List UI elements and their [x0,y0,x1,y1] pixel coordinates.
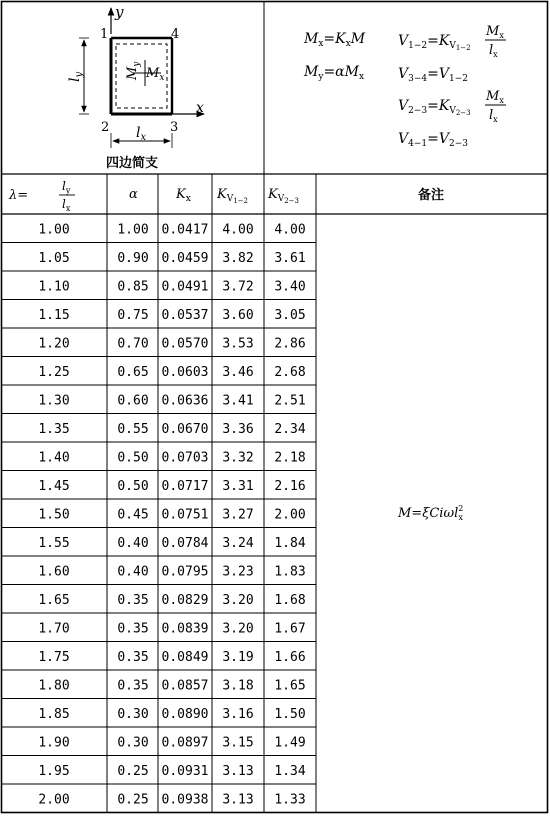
cell-kx: 0.0938 [161,792,209,808]
formula-my: $M_y=\alpha M_x$ [304,64,365,82]
cell-kx: 0.0795 [161,564,209,580]
table-row [38,735,305,750]
cell-alpha: 0.35 [117,592,149,608]
formula-v23 [398,89,506,124]
cell-alpha: 0.30 [117,706,149,722]
cell-alpha: 0.50 [117,478,149,494]
cell-kv23: 1.67 [274,621,306,637]
formula-block [303,24,506,149]
cell-kx: 0.0717 [161,478,209,494]
header-note: 备注 [417,188,445,203]
cell-kv23: 2.18 [274,450,306,466]
cell-kv12: 3.15 [222,735,254,751]
diagram-caption: 四边简支 [106,156,159,171]
cell-kv23: 1.68 [274,592,306,608]
cell-lambda: 1.20 [38,336,70,352]
header-kv23: $K_V2-3$ [268,187,299,205]
cell-kv23: 3.61 [274,250,306,266]
table-row [38,650,305,665]
cell-lambda: 1.25 [38,364,70,380]
cell-kv23: 2.68 [274,364,306,380]
formula-v41: $V_{4-1}=V_{2-3}$ [398,131,468,149]
table-row [38,422,305,437]
cell-lambda: 1.60 [38,564,70,580]
cell-kv23: 2.34 [274,421,306,437]
table-row [38,450,305,465]
cell-kx: 0.0459 [161,250,209,266]
cell-kx: 0.0670 [161,421,209,437]
corner-4-label: 4 [171,27,180,42]
table-body [38,222,305,807]
cell-kv12: 3.24 [222,535,254,551]
plate-diagram [67,3,204,171]
cell-kx: 0.0417 [161,222,209,238]
cell-kx: 0.0537 [161,307,209,323]
table-row [38,365,305,380]
cell-kv12: 3.13 [222,792,254,808]
cell-kv23: 1.33 [274,792,306,808]
cell-alpha: 0.25 [117,792,149,808]
cell-kv23: 4.00 [274,222,306,238]
corner-2-label: 2 [101,120,110,135]
cell-kx: 0.0839 [161,621,209,637]
cell-lambda: 1.05 [38,250,70,266]
cell-kx: 0.0897 [161,735,209,751]
cell-kv23: 1.50 [274,706,306,722]
cell-alpha: 0.35 [117,678,149,694]
note-formula: M=ξCiωl$^2$ x [398,504,464,522]
axis-y-label: y [115,3,124,21]
cell-lambda: 1.95 [38,763,70,779]
cell-kv12: 3.20 [222,621,254,637]
cell-kv23: 1.34 [274,763,306,779]
cell-kv12: 3.19 [222,649,254,665]
cell-kv23: 2.16 [274,478,306,494]
cell-kv23: 2.51 [274,393,306,409]
cell-kx: 0.0784 [161,535,209,551]
cell-kv12: 3.60 [222,307,254,323]
svg-text:V1−2=KV1−2: $V_{1-2}=K_V1-2$ [398,33,471,52]
header-lambda [8,179,75,213]
table-row [38,507,305,522]
cell-lambda: 1.80 [38,678,70,694]
cell-kv12: 3.36 [222,421,254,437]
svg-text:Mx: $M_x$ [486,24,504,40]
cell-kv12: 3.16 [222,706,254,722]
cell-kv23: 2.86 [274,336,306,352]
cell-lambda: 1.40 [38,450,70,466]
table-header-row [8,179,444,213]
cell-kv12: 3.18 [222,678,254,694]
cell-lambda: 1.50 [38,507,70,523]
cell-lambda: 2.00 [38,792,70,808]
header-alpha: α [129,187,138,202]
axis-x-label: x [196,100,204,116]
corner-1-label: 1 [100,27,109,42]
cell-alpha: 0.40 [117,564,149,580]
cell-kx: 0.0570 [161,336,209,352]
cell-alpha: 0.25 [117,763,149,779]
cell-kx: 0.0603 [161,364,209,380]
table-row [38,479,305,494]
cell-kx: 0.0636 [161,393,209,409]
cell-kv12: 3.27 [222,507,254,523]
cell-lambda: 1.75 [38,649,70,665]
cell-alpha: 0.35 [117,649,149,665]
table-row [38,393,305,408]
cell-lambda: 1.45 [38,478,70,494]
cell-lambda: 1.85 [38,706,70,722]
table-row [38,564,305,579]
cell-alpha: 0.30 [117,735,149,751]
cell-lambda: 1.70 [38,621,70,637]
cell-lambda: 1.10 [38,279,70,295]
cell-kx: 0.0703 [161,450,209,466]
table-row [38,792,305,807]
cell-alpha: 1.00 [117,222,149,238]
svg-text:lx: $l_x$ [489,108,498,124]
svg-text:lx: $l_x$ [62,197,71,213]
formula-v34: $V_{3-4}=V_{1-2}$ [398,66,468,84]
cell-lambda: 1.65 [38,592,70,608]
ly-dimension-label: $l_y$ [67,71,85,82]
cell-lambda: 1.15 [38,307,70,323]
cell-kx: 0.0829 [161,592,209,608]
svg-text:Mx: $M_x$ [486,89,504,105]
cell-kv23: 1.83 [274,564,306,580]
table-row [38,308,305,323]
cell-alpha: 0.40 [117,535,149,551]
cell-kv12: 4.00 [222,222,254,238]
cell-lambda: 1.30 [38,393,70,409]
cell-kv12: 3.13 [222,763,254,779]
table-row [38,279,305,294]
cell-kv23: 1.84 [274,535,306,551]
header-kx: $K_x$ [176,187,191,204]
cell-alpha: 0.85 [117,279,149,295]
cell-alpha: 0.55 [117,421,149,437]
cell-kv23: 1.66 [274,649,306,665]
cell-alpha: 0.50 [117,450,149,466]
table-row [38,336,305,351]
cell-kx: 0.0890 [161,706,209,722]
cell-kv23: 2.00 [274,507,306,523]
cell-alpha: 0.90 [117,250,149,266]
svg-text:V2−3=KV2−3: $V_{2-3}=K_V2-3$ [398,98,471,117]
cell-kx: 0.0751 [161,507,209,523]
svg-text:lx: $l_x$ [489,43,498,59]
cell-kv12: 3.46 [222,364,254,380]
lx-dimension-label: $l_x$ [136,125,147,143]
formula-v12 [398,24,506,59]
cell-kv12: 3.53 [222,336,254,352]
table-row [38,621,305,636]
cell-kv12: 3.82 [222,250,254,266]
table-row [38,593,305,608]
cell-kv23: 3.05 [274,307,306,323]
cell-kv12: 3.72 [222,279,254,295]
cell-kx: 0.0857 [161,678,209,694]
cell-kv23: 1.49 [274,735,306,751]
cell-kx: 0.0849 [161,649,209,665]
cell-alpha: 0.70 [117,336,149,352]
moment-my-label: $M_y$ [125,61,142,80]
cell-lambda: 1.35 [38,421,70,437]
header-kv12: $K_V1-2$ [217,187,248,205]
cell-kv12: 3.20 [222,592,254,608]
cell-alpha: 0.35 [117,621,149,637]
cell-alpha: 0.75 [117,307,149,323]
table-row [38,251,305,266]
cell-lambda: 1.55 [38,535,70,551]
table-row [38,707,305,722]
cell-kx: 0.0931 [161,763,209,779]
cell-kv12: 3.31 [222,478,254,494]
cell-kv23: 3.40 [274,279,306,295]
cell-alpha: 0.65 [117,364,149,380]
moment-mx-label: $M_x$ [146,66,165,83]
table-row [38,764,305,779]
cell-lambda: 1.90 [38,735,70,751]
cell-kx: 0.0491 [161,279,209,295]
cell-alpha: 0.60 [117,393,149,409]
formula-mx: $M_x=K_xM$ [304,31,366,49]
cell-kv12: 3.23 [222,564,254,580]
cell-kv12: 3.32 [222,450,254,466]
table-row [38,678,305,693]
table-row [38,222,305,237]
corner-3-label: 3 [170,120,179,135]
svg-text:λ=: λ= [9,188,29,203]
table-row [38,536,305,551]
cell-lambda: 1.00 [38,222,70,238]
cell-alpha: 0.45 [117,507,149,523]
cell-kv23: 1.65 [274,678,306,694]
svg-text:ly: $l_y$ [62,179,71,195]
cell-kv12: 3.41 [222,393,254,409]
